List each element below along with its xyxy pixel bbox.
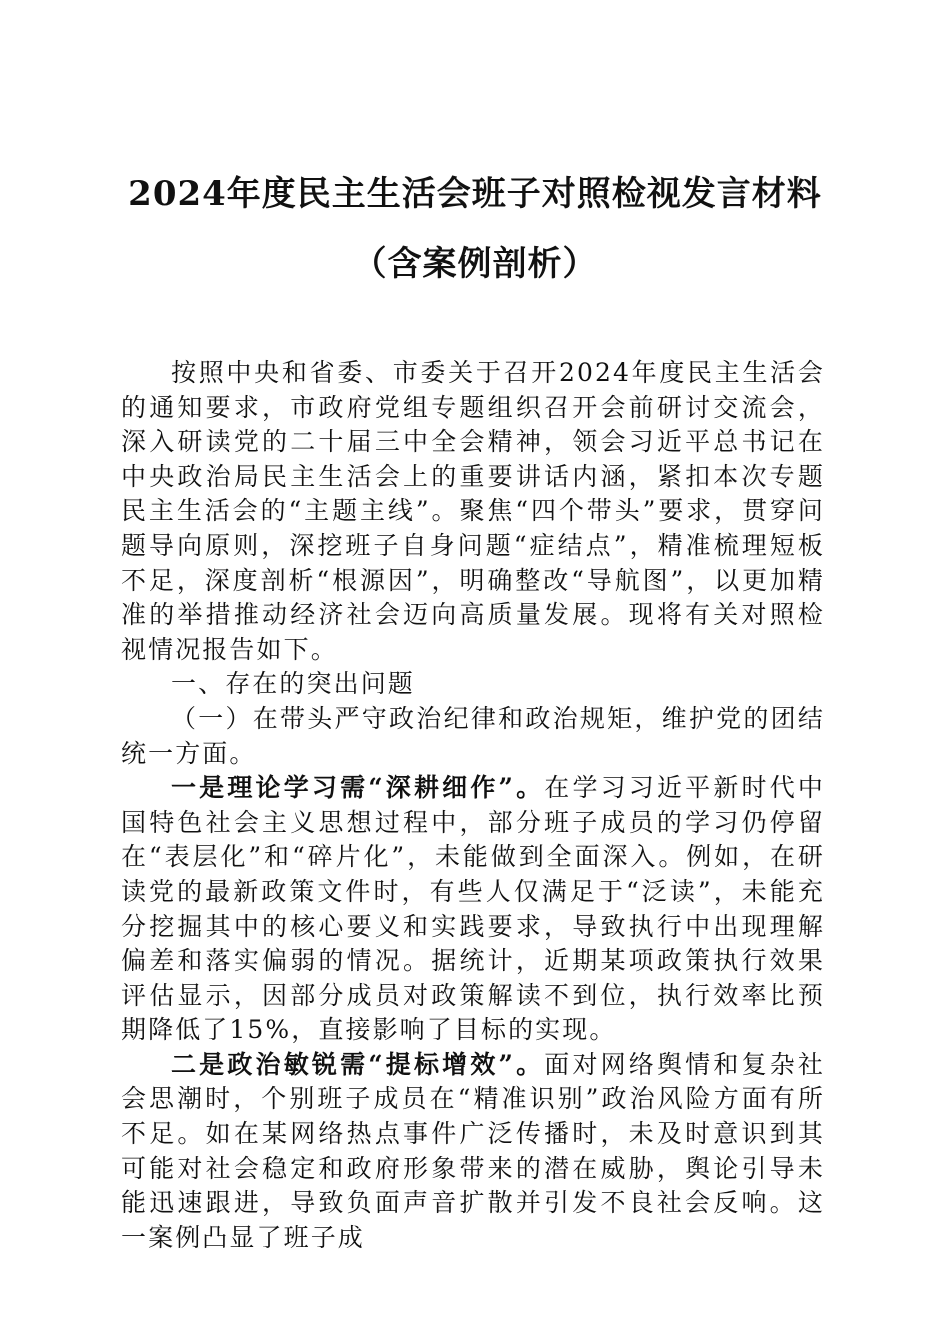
document-body (121, 356, 825, 1255)
point-text-2: 面对网络舆情和复杂社会思潮时，个别班子成员在“精准识别”政治风险方面有所不足。如在某网络热点事件广泛传播时，未及时意识到其可能对社会稳定和政府形象带来的潜在威胁，舆论引导未能迅速跟进，导致负面声音扩散并引发不良社会反响。这一案例凸显了班子成 (121, 1049, 825, 1252)
point-paragraph-2 (121, 1048, 825, 1256)
section-heading: 一、存在的突出问题 (171, 669, 415, 699)
intro-paragraph: 按照中央和省委、市委关于召开2024年度民主生活会的通知要求，市政府党组专题组织召开会前研讨交流会，深入研读党的二十届三中全会精神，领会习近平总书记在中央政治局民主生活会上的重要讲话内涵，紧扣本次专题民主生活会的“主题主线”。聚焦“四个带头”要求，贯穿问题导向原则，深挖班子自身问题“症结点”，精准梳理短板不足，深度剖析“根源因”，明确整改“导航图”，以更加精准的举措推动经济社会迈向高质量发展。现将有关对照检视情况报告如下。 (121, 358, 825, 664)
point-lead-1: 一是理论学习需“深耕细作”。 (171, 773, 545, 803)
point-paragraph-1 (121, 771, 825, 1048)
point-text-1: 在学习习近平新时代中国特色社会主义思想过程中，部分班子成员的学习仍停留在“表层化”和“碎片化”，未能做到全面深入。例如，在研读党的最新政策文件时，有些人仅满足于“泛读”，未能充分挖掘其中的核心要义和实践要求，导致执行中出现理解偏差和落实偏弱的情况。据统计，近期某项政策执行效果评估显示，因部分成员对政策解读不到位，执行效率比预期降低了15%，直接影响了目标的实现。 (121, 773, 825, 1045)
document-subtitle: （含案例剖析） (352, 244, 598, 284)
document-title: 2024年度民主生活会班子对照检视发言材料 (128, 174, 822, 214)
subsection-heading: （一）在带头严守政治纪律和政治规矩，维护党的团结统一方面。 (121, 703, 825, 768)
point-lead-2: 二是政治敏锐需“提标增效”。 (171, 1049, 545, 1079)
